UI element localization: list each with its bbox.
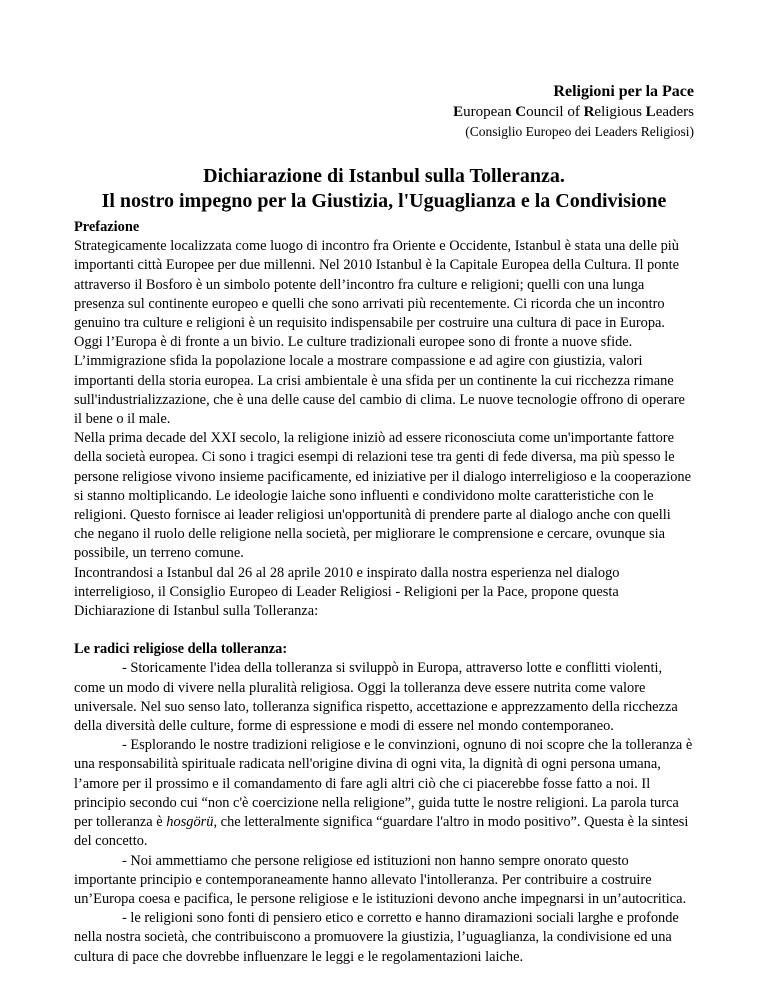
roots-text: , che letteralmente significa “guardare l'altro in modo positivo”. Questa è la sintesi del concetto.: [74, 814, 689, 850]
section-spacer: [74, 621, 694, 640]
council-word: eaders: [655, 104, 694, 120]
roots-paragraph: - Storicamente l'idea della tolleranza si sviluppò in Europa, attraverso lotte e conflitti violenti, come un modo di vivere nella pluralità religiosa. Oggi la tolleranza deve essere nutrita come valore universale. Nel suo senso lato, tolleranza significa rispetto, accettazione e apprezzamento della ricchezza della diversità delle culture, forme di espressione e modi di essere nel mondo contemporaneo.: [74, 660, 678, 735]
roots-heading: Le radici religiose della tolleranza:: [74, 641, 288, 658]
council-word: uropean: [463, 104, 516, 120]
preface-paragraph: Nella prima decade del XXI secolo, la religione iniziò ad essere riconosciuta come un'importante fattore della società europea. Ci sono i tragici esempi di relazioni tese tra genti di fede diversa, ma più spesso le persone religiose vivono insieme pacificamente, ed iniziative per il dialogo interreligioso e la cooperazione si stanno moltiplicando. Le ideologie laiche sono influenti e condividono molte caratteristiche con le religioni. Questo fornisce ai leader religiosi un'opportunità di prendere parte al dialogo anche con quelli che negano il ruolo delle religione nella società, per migliorare le comprensione e cercare, ovunque sia possibile, un terreno comune.: [74, 430, 691, 562]
council-word: ouncil of: [526, 104, 584, 120]
preface-heading: Prefazione: [74, 219, 140, 235]
council-initial: C: [515, 104, 527, 120]
council-translation: (Consiglio Europeo dei Leaders Religiosi): [465, 124, 694, 139]
letterhead: [453, 82, 694, 141]
preface-paragraph: Oggi l’Europa è di fronte a un bivio. Le culture tradizionali europee sono di fronte a nuove sfide. L’immigrazione sfida la popolazione locale a mostrare compassione e ad agire con giustizia, valori importanti della storia europea. La crisi ambientale è una sfida per un continente la cui ricchezza rimane sull'industrializzazione, che è una delle cause del cambio di clima. Le nuove tecnologie offrono di operare il bene o il male.: [74, 334, 685, 428]
title-line-2: Il nostro impegno per la Giustizia, l'Uguaglianza e la Condivisione: [101, 190, 667, 212]
preface-paragraph: Strategicamente localizzata come luogo di incontro fra Oriente e Occidente, Istanbul è stata una delle più importanti città Europee per due millenni. Nel 2010 Istanbul è la Capitale Europea della Cultura. Il ponte attraverso il Bosforo è un simbolo potente dell’incontro fra culture e religioni; quelli con una lunga presenza sul continente europeo e quelli che sono arrivati più recentemente. Ci ricorda che un incontro genuino tra culture e religioni è un requisito indispensabile per costruire una cultura di pace in Europa.: [74, 238, 680, 332]
council-initial: E: [453, 104, 464, 120]
roots-paragraph: [74, 736, 694, 851]
title-line-1: Dichiarazione di Istanbul sulla Tolleranza.: [203, 165, 565, 187]
roots-text: - Esplorando le nostre tradizioni religiose e le convinzioni, ognuno di noi scopre che la tolleranza è una responsabilità spirituale radicata nell'origine divina di ogni vita, la dignità di ogni persona umana, l’amore per il prossimo e il comandamento di fare agli altri ciò che ci piacerebbe fosse fatto a noi. Il principio secondo cui “non c'è coercizione nella religione”, guida tutte le nostre religioni. La parola turca per tolleranza è: [74, 737, 693, 831]
preface-paragraph: Incontrandosi a Istanbul dal 26 al 28 aprile 2010 e inspirato dalla nostra esperienza nel dialogo interreligioso, il Consiglio Europeo di Leader Religiosi - Religioni per la Pace, propone questa Dichiarazione di Istanbul sulla Tolleranza:: [74, 564, 620, 620]
organization-name: Religioni per la Pace: [553, 83, 694, 100]
turkish-word: hosgörü: [166, 814, 214, 831]
roots-paragraph: - le religioni sono fonti di pensiero etico e corretto e hanno diramazioni sociali larghe e profonde nella nostra società, che contribuiscono a promuovere la giustizia, l’uguaglianza, la condivisione ed una cultura di pace che dovrebbe influenzare le leggi e le regolamentazioni laiche.: [74, 910, 679, 965]
council-initial: L: [645, 104, 656, 120]
council-initial: R: [583, 104, 595, 120]
council-name: [453, 102, 694, 122]
document-title: [74, 164, 694, 214]
document-body: [74, 218, 694, 967]
council-word: eligious: [594, 104, 646, 120]
roots-paragraph: - Noi ammettiamo che persone religiose ed istituzioni non hanno sempre onorato questo importante principio e contemporaneamente hanno allevato l'intolleranza. Per contribuire a costruire un’Europa coesa e pacifica, le persone religiose e le istituzioni devono anche impegnarsi in un’autocritica.: [74, 852, 687, 907]
